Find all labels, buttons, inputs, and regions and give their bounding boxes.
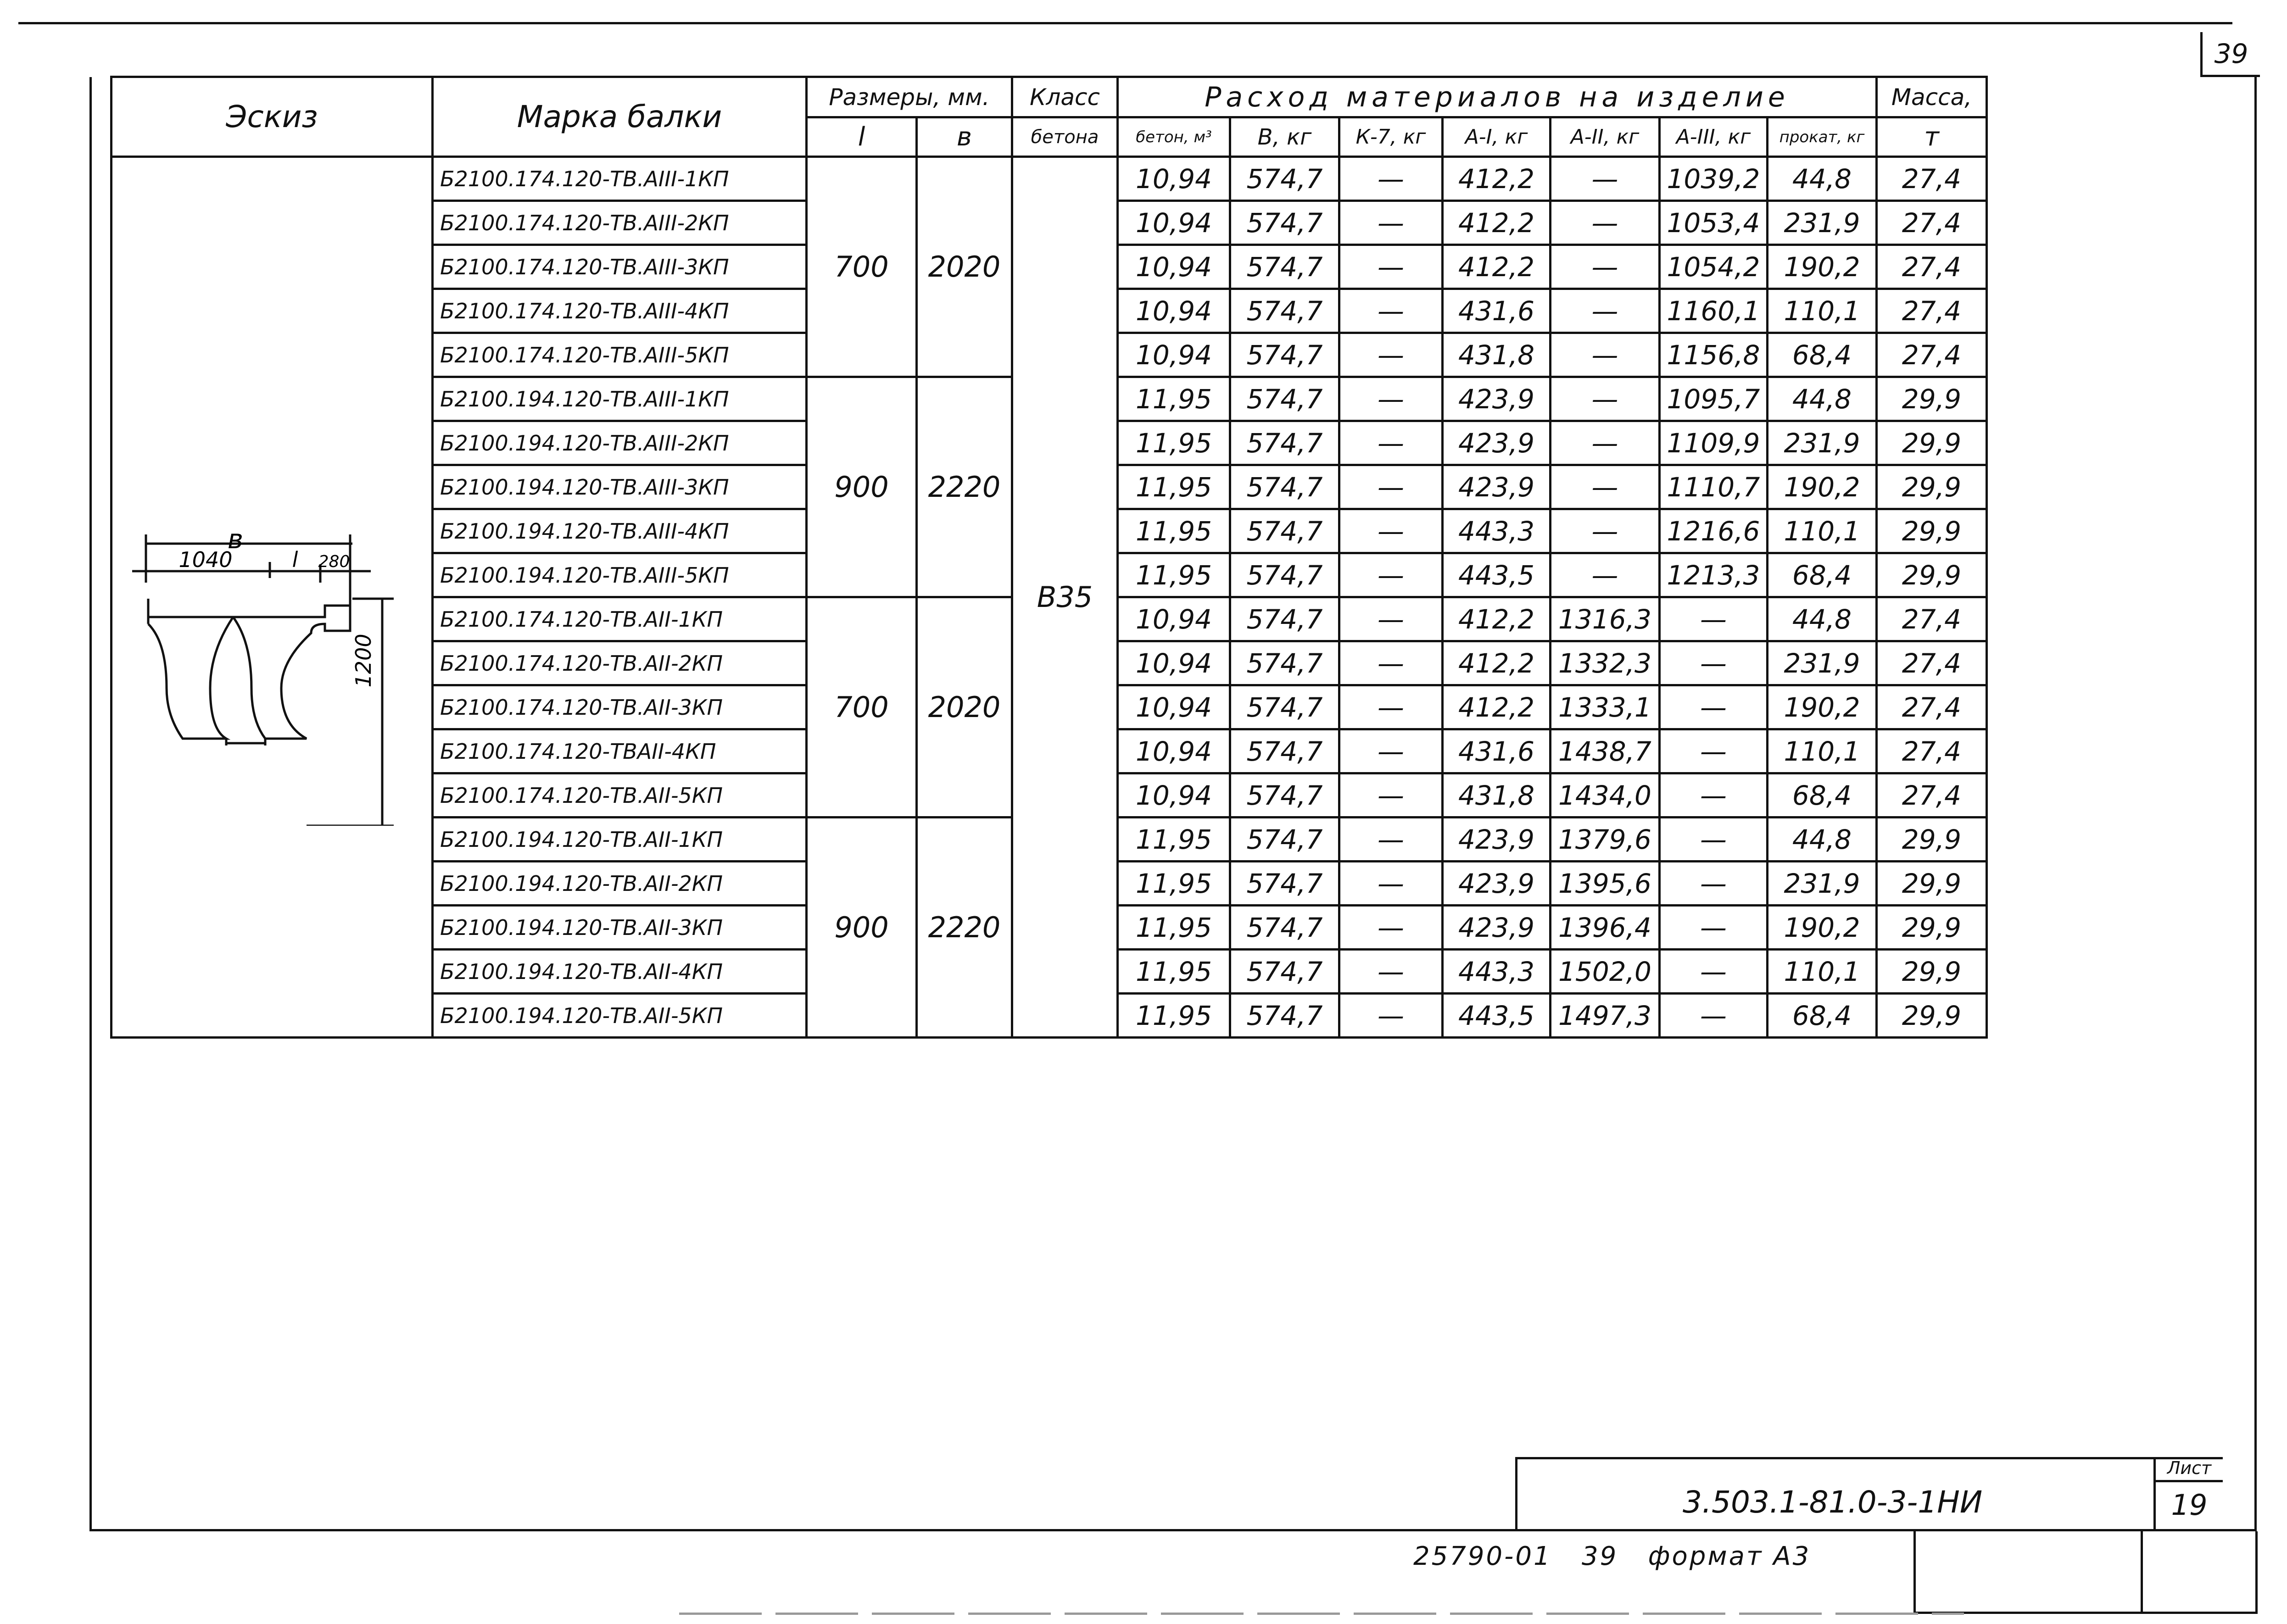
header-class-bottom: бетона (1012, 117, 1118, 157)
cell-a2: — (1551, 465, 1660, 509)
cell-k7: — (1339, 509, 1443, 553)
cell-prokat: 110,1 (1768, 950, 1877, 994)
beam-brand: Б2100.174.120-ТВ.АII-3КП (433, 685, 807, 729)
cell-beton: 10,94 (1118, 201, 1230, 245)
cell-beton: 10,94 (1118, 641, 1230, 685)
cell-k7: — (1339, 597, 1443, 641)
cell-mass: 29,9 (1877, 509, 1987, 553)
cell-a3: 1110,7 (1660, 465, 1768, 509)
cell-a2: — (1551, 377, 1660, 421)
cell-mass: 27,4 (1877, 201, 1987, 245)
header-col-a2: А-II, кг (1551, 117, 1660, 157)
table-row (112, 157, 1987, 201)
cell-v: 574,7 (1230, 509, 1339, 553)
cell-v: 574,7 (1230, 994, 1339, 1038)
cell-beton: 11,95 (1118, 994, 1230, 1038)
cell-mass: 27,4 (1877, 245, 1987, 289)
cell-a1: 423,9 (1443, 421, 1551, 465)
beam-brand: Б2100.174.120-ТВ.АII-1КП (433, 597, 807, 641)
bottom-edge-line (679, 1613, 1964, 1615)
cell-mass: 27,4 (1877, 641, 1987, 685)
cell-beton: 10,94 (1118, 157, 1230, 201)
cell-prokat: 231,9 (1768, 201, 1877, 245)
cell-a3: — (1660, 818, 1768, 862)
cell-mass: 29,9 (1877, 862, 1987, 906)
cell-mass: 29,9 (1877, 421, 1987, 465)
cell-a3: — (1660, 906, 1768, 950)
beam-brand: Б2100.174.120-ТВ.АIII-3КП (433, 245, 807, 289)
cell-a1: 412,2 (1443, 597, 1551, 641)
cell-a2: 1396,4 (1551, 906, 1660, 950)
header-brand: Марка балки (433, 77, 807, 157)
document-code: 3.503.1-81.0-3-1НИ (1683, 1485, 1983, 1520)
cell-mass: 27,4 (1877, 729, 1987, 773)
cell-a1: 443,5 (1443, 553, 1551, 597)
sheet-number-box (2153, 1457, 2223, 1531)
cell-beton: 11,95 (1118, 553, 1230, 597)
cell-mass: 27,4 (1877, 157, 1987, 201)
cell-a2: 1379,6 (1551, 818, 1660, 862)
cell-v: 574,7 (1230, 597, 1339, 641)
beam-brand: Б2100.194.120-ТВ.АIII-1КП (433, 377, 807, 421)
cell-v: 574,7 (1230, 421, 1339, 465)
cell-v: 574,7 (1230, 157, 1339, 201)
cell-a3: — (1660, 950, 1768, 994)
cell-a1: 412,2 (1443, 245, 1551, 289)
cell-a3: 1160,1 (1660, 289, 1768, 333)
cell-a2: 1316,3 (1551, 597, 1660, 641)
cell-a3: 1109,9 (1660, 421, 1768, 465)
cell-k7: — (1339, 818, 1443, 862)
cell-beton: 11,95 (1118, 421, 1230, 465)
cell-prokat: 231,9 (1768, 862, 1877, 906)
cell-a2: — (1551, 201, 1660, 245)
cell-k7: — (1339, 377, 1443, 421)
cell-prokat: 44,8 (1768, 818, 1877, 862)
cell-a3: 1039,2 (1660, 157, 1768, 201)
cell-a3: 1216,6 (1660, 509, 1768, 553)
footer-text: 25790-01 39 формат А3 (1413, 1541, 1811, 1571)
cell-prokat: 231,9 (1768, 421, 1877, 465)
dim-b: 2020 (917, 157, 1012, 377)
header-col-prokat: прокат, кг (1768, 117, 1877, 157)
left-border-rule (89, 77, 92, 1531)
header-sketch: Эскиз (112, 77, 433, 157)
cell-a3: — (1660, 597, 1768, 641)
cell-a3: 1053,4 (1660, 201, 1768, 245)
header-dim-b: в (917, 117, 1012, 157)
sketch-label-1040: 1040 (178, 547, 233, 572)
cell-a2: 1333,1 (1551, 685, 1660, 729)
cell-a3: 1156,8 (1660, 333, 1768, 377)
cell-v: 574,7 (1230, 201, 1339, 245)
header-dim-l: l (807, 117, 917, 157)
cell-prokat: 44,8 (1768, 597, 1877, 641)
cell-a3: — (1660, 862, 1768, 906)
cell-a1: 443,3 (1443, 950, 1551, 994)
cell-beton: 10,94 (1118, 245, 1230, 289)
title-block (1515, 1457, 2223, 1531)
cell-a1: 423,9 (1443, 377, 1551, 421)
cell-a1: 431,6 (1443, 729, 1551, 773)
cell-v: 574,7 (1230, 862, 1339, 906)
cell-mass: 27,4 (1877, 597, 1987, 641)
cell-prokat: 110,1 (1768, 729, 1877, 773)
cell-v: 574,7 (1230, 906, 1339, 950)
cell-a1: 443,3 (1443, 509, 1551, 553)
cell-v: 574,7 (1230, 685, 1339, 729)
cell-a1: 431,8 (1443, 773, 1551, 818)
page-number: 39 (2200, 32, 2260, 77)
cell-beton: 11,95 (1118, 509, 1230, 553)
cell-k7: — (1339, 465, 1443, 509)
header-col-k7: К-7, кг (1339, 117, 1443, 157)
sheet-number: 19 (2171, 1488, 2208, 1522)
cell-a2: — (1551, 289, 1660, 333)
cell-k7: — (1339, 950, 1443, 994)
cell-mass: 27,4 (1877, 773, 1987, 818)
cell-mass: 29,9 (1877, 377, 1987, 421)
cell-a3: — (1660, 729, 1768, 773)
header-col-a3: А-III, кг (1660, 117, 1768, 157)
cell-v: 574,7 (1230, 773, 1339, 818)
cell-a3: — (1660, 773, 1768, 818)
beam-brand: Б2100.174.120-ТВ.АIII-5КП (433, 333, 807, 377)
header-col-beton: бетон, м³ (1118, 117, 1230, 157)
cell-prokat: 68,4 (1768, 773, 1877, 818)
cell-a2: 1497,3 (1551, 994, 1660, 1038)
cell-k7: — (1339, 641, 1443, 685)
beam-brand: Б2100.194.120-ТВ.АIII-2КП (433, 421, 807, 465)
cell-a2: — (1551, 333, 1660, 377)
cell-beton: 11,95 (1118, 862, 1230, 906)
cell-k7: — (1339, 773, 1443, 818)
dim-l: 900 (807, 818, 917, 1038)
cell-prokat: 68,4 (1768, 333, 1877, 377)
beam-brand: Б2100.194.120-ТВ.АII-2КП (433, 862, 807, 906)
cell-mass: 27,4 (1877, 685, 1987, 729)
beam-brand: Б2100.194.120-ТВ.АIII-5КП (433, 553, 807, 597)
cell-a2: — (1551, 245, 1660, 289)
cell-a1: 423,9 (1443, 465, 1551, 509)
beam-brand: Б2100.194.120-ТВ.АII-5КП (433, 994, 807, 1038)
header-col-a1: А-I, кг (1443, 117, 1551, 157)
cell-prokat: 44,8 (1768, 157, 1877, 201)
cell-prokat: 190,2 (1768, 245, 1877, 289)
cell-mass: 29,9 (1877, 818, 1987, 862)
cell-beton: 10,94 (1118, 289, 1230, 333)
header-dims: Размеры, мм. (807, 77, 1012, 117)
cell-prokat: 110,1 (1768, 509, 1877, 553)
sketch-cell (112, 157, 433, 1038)
beam-cross-section-sketch (114, 367, 430, 826)
cell-k7: — (1339, 553, 1443, 597)
cell-prokat: 68,4 (1768, 994, 1877, 1038)
cell-a1: 423,9 (1443, 862, 1551, 906)
cell-v: 574,7 (1230, 289, 1339, 333)
cell-a1: 443,5 (1443, 994, 1551, 1038)
beam-brand: Б2100.174.120-ТВ.АIII-4КП (433, 289, 807, 333)
cell-prokat: 44,8 (1768, 377, 1877, 421)
cell-k7: — (1339, 994, 1443, 1038)
footer-box-divider (2141, 1531, 2143, 1614)
dim-l: 900 (807, 377, 917, 597)
cell-mass: 29,9 (1877, 465, 1987, 509)
header-col-v: В, кг (1230, 117, 1339, 157)
sketch-label-l: l (292, 547, 298, 572)
cell-mass: 29,9 (1877, 553, 1987, 597)
cell-v: 574,7 (1230, 641, 1339, 685)
cell-beton: 11,95 (1118, 950, 1230, 994)
cell-k7: — (1339, 245, 1443, 289)
cell-a2: — (1551, 553, 1660, 597)
cell-a1: 412,2 (1443, 201, 1551, 245)
sketch-label-1200: 1200 (351, 633, 376, 688)
cell-v: 574,7 (1230, 950, 1339, 994)
cell-k7: — (1339, 421, 1443, 465)
beam-brand: Б2100.194.120-ТВ.АIII-3КП (433, 465, 807, 509)
cell-a2: 1438,7 (1551, 729, 1660, 773)
cell-beton: 10,94 (1118, 597, 1230, 641)
cell-beton: 10,94 (1118, 333, 1230, 377)
cell-a1: 412,2 (1443, 641, 1551, 685)
cell-k7: — (1339, 157, 1443, 201)
cell-beton: 11,95 (1118, 465, 1230, 509)
header-consumption: Расход материалов на изделие (1118, 77, 1877, 117)
cell-a1: 431,8 (1443, 333, 1551, 377)
cell-beton: 11,95 (1118, 906, 1230, 950)
cell-k7: — (1339, 201, 1443, 245)
cell-v: 574,7 (1230, 377, 1339, 421)
beam-brand: Б2100.174.120-ТВ.АIII-1КП (433, 157, 807, 201)
header-mass-bottom: т (1877, 117, 1987, 157)
beam-brand: Б2100.174.120-ТВ.АII-2КП (433, 641, 807, 685)
cell-a2: 1502,0 (1551, 950, 1660, 994)
cell-v: 574,7 (1230, 818, 1339, 862)
dim-b: 2020 (917, 597, 1012, 818)
beam-brand: Б2100.194.120-ТВ.АII-4КП (433, 950, 807, 994)
cell-a3: — (1660, 641, 1768, 685)
beam-brand: Б2100.174.120-ТВ.АII-5КП (433, 773, 807, 818)
top-border-rule (18, 22, 2232, 24)
cell-a1: 431,6 (1443, 289, 1551, 333)
cell-mass: 27,4 (1877, 289, 1987, 333)
cell-a1: 412,2 (1443, 685, 1551, 729)
cell-beton: 10,94 (1118, 685, 1230, 729)
cell-prokat: 68,4 (1768, 553, 1877, 597)
cell-k7: — (1339, 685, 1443, 729)
cell-mass: 27,4 (1877, 333, 1987, 377)
cell-a1: 423,9 (1443, 906, 1551, 950)
cell-a2: 1395,6 (1551, 862, 1660, 906)
cell-beton: 11,95 (1118, 377, 1230, 421)
dim-l: 700 (807, 597, 917, 818)
cell-prokat: 190,2 (1768, 685, 1877, 729)
cell-prokat: 190,2 (1768, 465, 1877, 509)
cell-prokat: 110,1 (1768, 289, 1877, 333)
cell-beton: 11,95 (1118, 818, 1230, 862)
cell-a3: 1095,7 (1660, 377, 1768, 421)
cell-v: 574,7 (1230, 465, 1339, 509)
cell-v: 574,7 (1230, 729, 1339, 773)
beam-brand: Б2100.174.120-ТВ.АIII-2КП (433, 201, 807, 245)
dim-b: 2220 (917, 377, 1012, 597)
cell-a2: — (1551, 421, 1660, 465)
cell-beton: 10,94 (1118, 729, 1230, 773)
cell-a3: — (1660, 994, 1768, 1038)
cell-a3: 1054,2 (1660, 245, 1768, 289)
beam-brand: Б2100.194.120-ТВ.АII-3КП (433, 906, 807, 950)
cell-v: 574,7 (1230, 245, 1339, 289)
dim-l: 700 (807, 157, 917, 377)
concrete-class: В35 (1012, 157, 1118, 1038)
footer-box (1913, 1531, 2258, 1614)
cell-v: 574,7 (1230, 553, 1339, 597)
cell-k7: — (1339, 289, 1443, 333)
cell-a1: 423,9 (1443, 818, 1551, 862)
cell-a2: — (1551, 157, 1660, 201)
cell-prokat: 231,9 (1768, 641, 1877, 685)
cell-v: 574,7 (1230, 333, 1339, 377)
cell-a1: 412,2 (1443, 157, 1551, 201)
cell-a3: — (1660, 685, 1768, 729)
beam-brand: Б2100.194.120-ТВ.АIII-4КП (433, 509, 807, 553)
cell-k7: — (1339, 333, 1443, 377)
cell-k7: — (1339, 729, 1443, 773)
header-class-top: Класс (1012, 77, 1118, 117)
cell-a2: — (1551, 509, 1660, 553)
header-mass-top: Масса, (1877, 77, 1987, 117)
sheet-label: Лист (2156, 1457, 2223, 1482)
beam-brand: Б2100.174.120-ТВАII-4КП (433, 729, 807, 773)
cell-mass: 29,9 (1877, 950, 1987, 994)
materials-table (110, 76, 1988, 1039)
beam-brand: Б2100.194.120-ТВ.АII-1КП (433, 818, 807, 862)
cell-mass: 29,9 (1877, 906, 1987, 950)
cell-k7: — (1339, 906, 1443, 950)
cell-a3: 1213,3 (1660, 553, 1768, 597)
cell-a2: 1434,0 (1551, 773, 1660, 818)
cell-mass: 29,9 (1877, 994, 1987, 1038)
sketch-label-b: в (227, 523, 243, 555)
cell-a2: 1332,3 (1551, 641, 1660, 685)
cell-beton: 10,94 (1118, 773, 1230, 818)
dim-b: 2220 (917, 818, 1012, 1038)
sketch-label-280: 280 (318, 552, 350, 571)
cell-k7: — (1339, 862, 1443, 906)
cell-prokat: 190,2 (1768, 906, 1877, 950)
